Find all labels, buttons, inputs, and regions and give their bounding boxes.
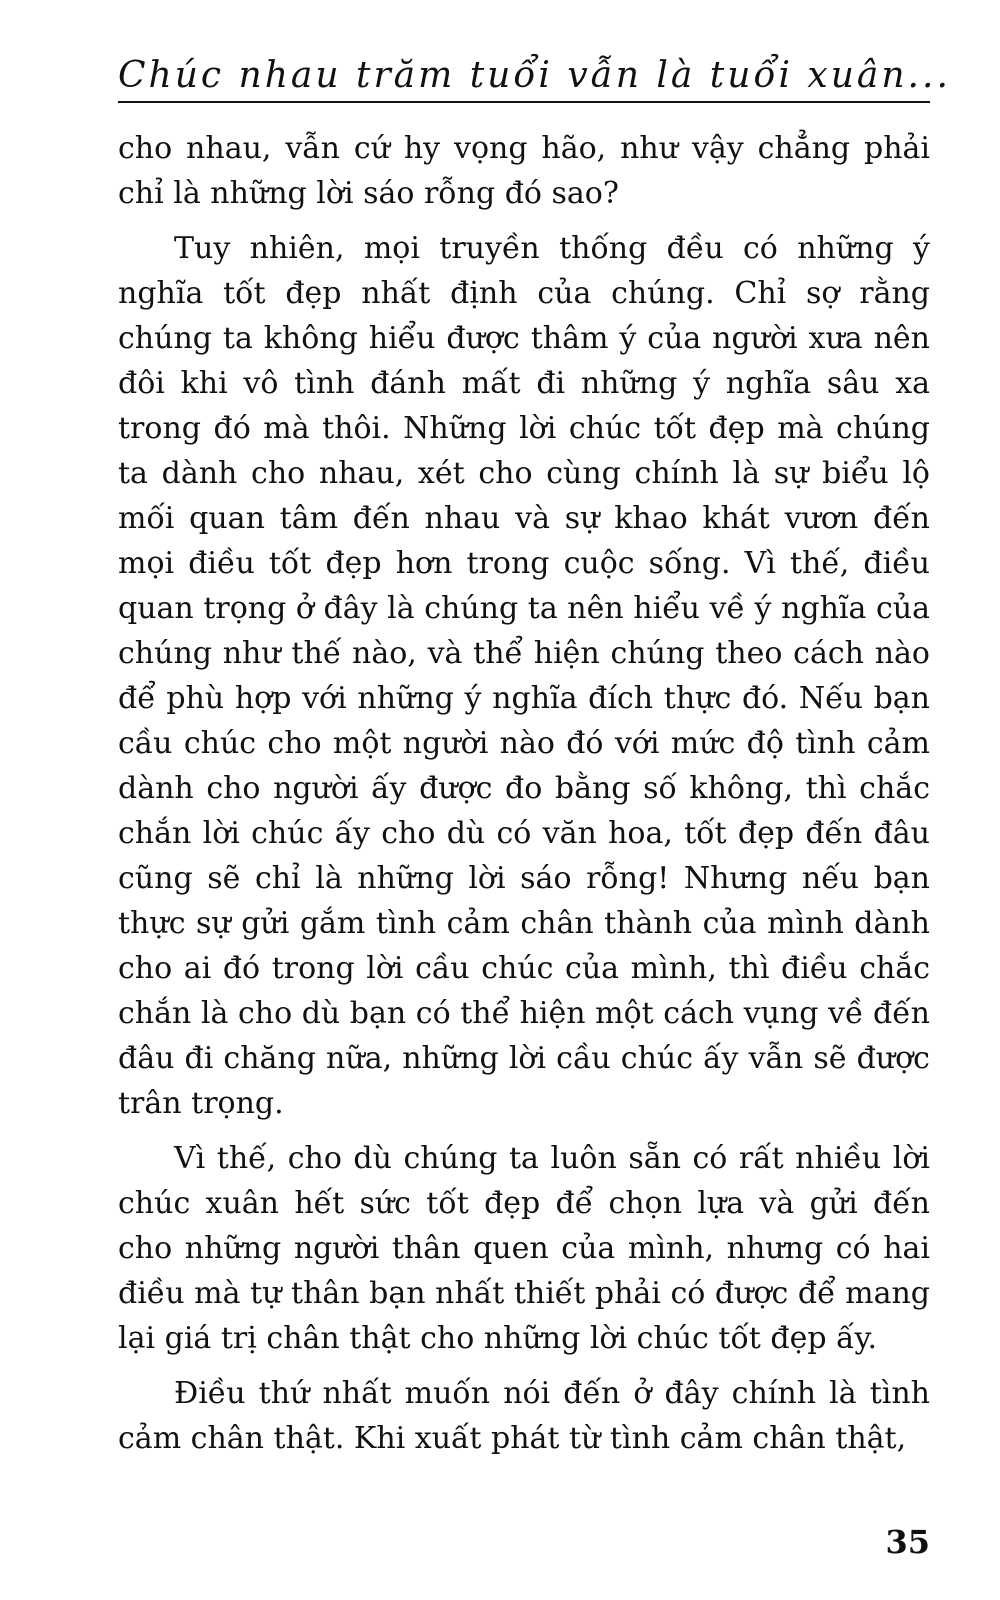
paragraph-2: Tuy nhiên, mọi truyền thống đều có những ý nghĩa tốt đẹp nhất định của chúng. Chỉ sợ rằng chúng ta không hiểu được thâm ý của người xưa nên đôi khi vô tình đánh mất đi những ý nghĩa sâu xa trong đó mà thôi. Những lời chúc tốt đẹp mà chúng ta dành cho nhau, xét cho cùng chính là sự biểu lộ mối quan tâm đến nhau và sự khao khát vươn đến mọi điều tốt đẹp hơn trong cuộc sống. Vì thế, điều quan trọng ở đây là chúng ta nên hiểu về ý nghĩa của chúng như thế nào, và thể hiện chúng theo cách nào để phù hợp với những ý nghĩa đích thực đó. Nếu bạn cầu chúc cho một người nào đó với mức độ tình cảm dành cho người ấy được đo bằng số không, thì chắc chắn lời chúc ấy cho dù có văn hoa, tốt đẹp đến đâu cũng sẽ chỉ là những lời sáo rỗng! Nhưng nếu bạn thực sự gửi gắm tình cảm chân thành của mình dành cho ai đó trong lời cầu chúc của mình, thì điều chắc chắn là cho dù bạn có thể hiện một cách vụng về đến đâu đi chăng nữa, những lời cầu chúc ấy vẫn sẽ được trân trọng. <box>118 231 930 1121</box>
page-number: 35 <box>885 1523 930 1561</box>
paragraph-3: Vì thế, cho dù chúng ta luôn sẵn có rất nhiều lời chúc xuân hết sức tốt đẹp để chọn lựa và gửi đến cho những người thân quen của mình, nhưng có hai điều mà tự thân bạn nhất thiết phải có được để mang lại giá trị chân thật cho những lời chúc tốt đẹp ấy. <box>118 1141 930 1356</box>
body-text <box>118 126 930 1461</box>
header-rule <box>118 101 930 103</box>
paragraph-4: Điều thứ nhất muốn nói đến ở đây chính là tình cảm chân thật. Khi xuất phát từ tình cảm chân thật, <box>118 1376 930 1456</box>
running-header-title: Chúc nhau trăm tuổi vẫn là tuổi xuân... <box>118 55 951 96</box>
paragraph-1: cho nhau, vẫn cứ hy vọng hão, như vậy chẳng phải chỉ là những lời sáo rỗng đó sao? <box>118 131 930 211</box>
